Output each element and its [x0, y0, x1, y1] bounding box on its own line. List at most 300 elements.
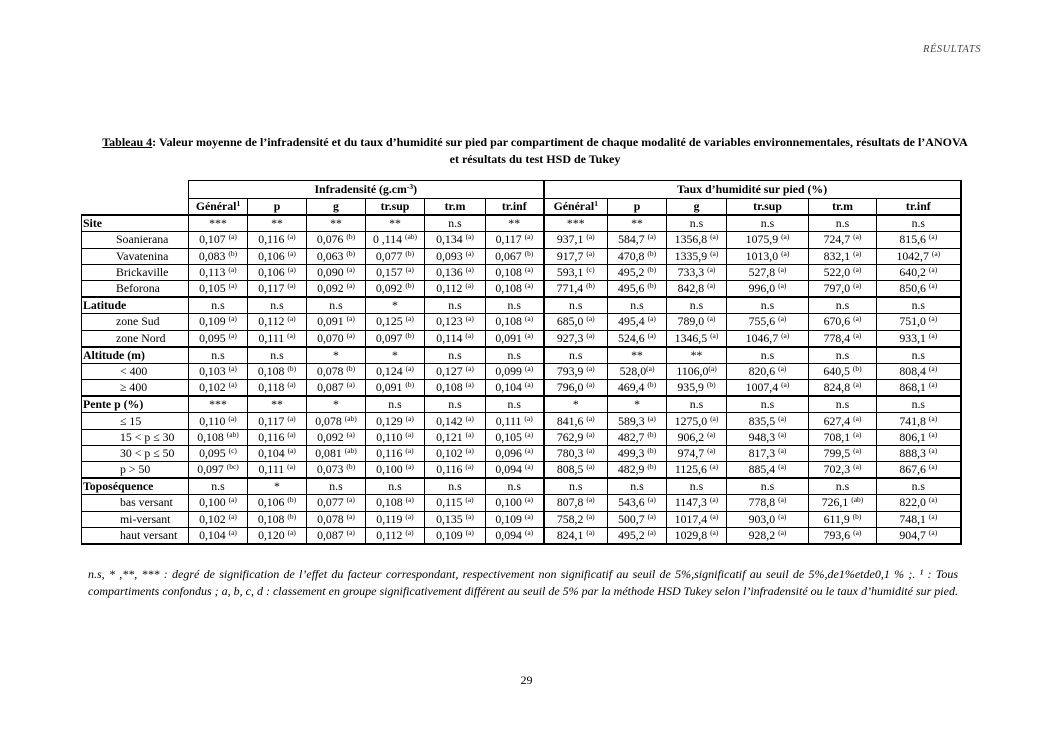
table-cell: 0,157 $^{(a)}$: [366, 264, 425, 280]
table-cell: 1335,9 $^{(a)}$: [667, 248, 727, 264]
table-cell: 841,6 $^{(a)}$: [544, 413, 608, 429]
table-group-row: [82, 297, 961, 314]
table-cell: ***: [189, 215, 248, 232]
table-cell: 996,0 $^{(a)}$: [727, 280, 809, 297]
table-cell: 589,3 $^{(a)}$: [608, 413, 667, 429]
table-cell: 824,1 $^{(a)}$: [544, 527, 608, 544]
table-cell: n.s: [248, 347, 307, 364]
row-label: Vavatenina: [82, 248, 189, 264]
table-cell: 0,115 $^{(a)}$: [425, 495, 486, 511]
table-cell: 780,3 $^{(a)}$: [544, 445, 608, 461]
table-cell: 0,124 $^{(a)}$: [366, 363, 425, 379]
table-cell: 937,1 $^{(a)}$: [544, 232, 608, 248]
table-row: [82, 248, 961, 264]
table-cell: n.s: [877, 396, 961, 413]
table-cell: 0,102 $^{(a)}$: [425, 445, 486, 461]
table-row: [82, 264, 961, 280]
table-cell: 685,0 $^{(a)}$: [544, 314, 608, 330]
table-cell: 0,136 $^{(a)}$: [425, 264, 486, 280]
table-cell: 771,4 $^{(b)}$: [544, 280, 608, 297]
table-cell: 495,2 $^{(a)}$: [608, 527, 667, 544]
column-header: Général$^1$: [189, 199, 248, 216]
column-header: tr.m: [425, 199, 486, 216]
table-cell: **: [608, 347, 667, 364]
table-row: [82, 495, 961, 511]
table-cell: 528,0$^{(a)}$: [608, 363, 667, 379]
table-cell: n.s: [486, 347, 544, 364]
table-cell: 0,094 $^{(a)}$: [486, 462, 544, 479]
table-cell: **: [248, 215, 307, 232]
table-cell: 0,081 $^{(ab)}$: [307, 445, 366, 461]
table-row: [82, 330, 961, 347]
table-cell: 0,110 $^{(a)}$: [189, 413, 248, 429]
table-cell: 0,108 $^{(a)}$: [486, 314, 544, 330]
table-row: [82, 429, 961, 445]
table-cell: 1147,3 $^{(a)}$: [667, 495, 727, 511]
table-cell: 0,106 $^{(a)}$: [248, 248, 307, 264]
row-label: Latitude: [82, 297, 189, 314]
table-cell: n.s: [809, 347, 877, 364]
table-cell: 0,105 $^{(a)}$: [486, 429, 544, 445]
table-cell: 0 ,114 $^{(ab)}$: [366, 232, 425, 248]
table-cell: 0,067 $^{(b)}$: [486, 248, 544, 264]
table-cell: 0,077 $^{(b)}$: [366, 248, 425, 264]
table-cell: 0,091 $^{(a)}$: [307, 314, 366, 330]
corner-cell: [82, 181, 189, 199]
column-header: tr.inf: [877, 199, 961, 216]
table-cell: 495,6 $^{(b)}$: [608, 280, 667, 297]
table-cell: *: [366, 297, 425, 314]
table-cell: 0,096 $^{(a)}$: [486, 445, 544, 461]
table-cell: n.s: [486, 478, 544, 495]
table-cell: *: [608, 396, 667, 413]
row-label: < 400: [82, 363, 189, 379]
table-cell: 0,108 $^{(a)}$: [425, 380, 486, 397]
table-cell: 778,4 $^{(a)}$: [809, 330, 877, 347]
table-cell: 933,1 $^{(a)}$: [877, 330, 961, 347]
table-cell: n.s: [425, 396, 486, 413]
table-cell: 0,095 $^{(a)}$: [189, 330, 248, 347]
table-cell: n.s: [727, 215, 809, 232]
table-group-row: [82, 396, 961, 413]
table-cell: 0,108 $^{(b)}$: [248, 363, 307, 379]
table-cell: 755,6 $^{(a)}$: [727, 314, 809, 330]
table-cell: 0,087 $^{(a)}$: [307, 527, 366, 544]
table-cell: n.s: [189, 347, 248, 364]
table-cell: n.s: [544, 347, 608, 364]
group-header-humidite: Taux d’humidité sur pied (%): [544, 181, 961, 199]
row-label-blank: [82, 199, 189, 216]
table-cell: 806,1 $^{(a)}$: [877, 429, 961, 445]
row-label: zone Nord: [82, 330, 189, 347]
table-cell: 0,112 $^{(a)}$: [248, 314, 307, 330]
table-cell: 0,116 $^{(a)}$: [248, 232, 307, 248]
table-cell: n.s: [189, 297, 248, 314]
table-cell: n.s: [809, 478, 877, 495]
row-label: Pente p (%): [82, 396, 189, 413]
table-cell: 0,091 $^{(b)}$: [366, 380, 425, 397]
table-cell: n.s: [809, 297, 877, 314]
table-cell: 0,116 $^{(a)}$: [366, 445, 425, 461]
running-header: RÉSULTATS: [923, 44, 981, 55]
row-label: ≤ 15: [82, 413, 189, 429]
table-cell: 0,114 $^{(a)}$: [425, 330, 486, 347]
table-cell: *: [307, 396, 366, 413]
table-cell: 0,078 $^{(a)}$: [307, 511, 366, 527]
table-cell: **: [667, 347, 727, 364]
table-cell: 762,9 $^{(a)}$: [544, 429, 608, 445]
table-cell: n.s: [425, 478, 486, 495]
table-cell: 0,087 $^{(a)}$: [307, 380, 366, 397]
table-cell: 0,108 $^{(a)}$: [366, 495, 425, 511]
table-cell: 820,6 $^{(a)}$: [727, 363, 809, 379]
table-cell: **: [486, 215, 544, 232]
table-row: [82, 280, 961, 297]
row-label: p > 50: [82, 462, 189, 479]
table-cell: 0,105 $^{(a)}$: [189, 280, 248, 297]
table-cell: 850,6 $^{(a)}$: [877, 280, 961, 297]
column-header: g: [667, 199, 727, 216]
table-cell: 0,100 $^{(a)}$: [486, 495, 544, 511]
table-cell: 0,112 $^{(a)}$: [425, 280, 486, 297]
table-cell: n.s: [608, 478, 667, 495]
table-cell: 1013,0 $^{(a)}$: [727, 248, 809, 264]
table-cell: 500,7 $^{(a)}$: [608, 511, 667, 527]
table-cell: 0,116 $^{(a)}$: [248, 429, 307, 445]
table-cell: 0,127 $^{(a)}$: [425, 363, 486, 379]
table-cell: 627,4 $^{(a)}$: [809, 413, 877, 429]
table-cell: ***: [189, 396, 248, 413]
table-cell: 903,0 $^{(a)}$: [727, 511, 809, 527]
table-cell: n.s: [727, 478, 809, 495]
table-cell: n.s: [486, 396, 544, 413]
table-cell: 0,076 $^{(b)}$: [307, 232, 366, 248]
table-cell: 888,3 $^{(a)}$: [877, 445, 961, 461]
row-label: haut versant: [82, 527, 189, 544]
table-cell: 0,123 $^{(a)}$: [425, 314, 486, 330]
table-cell: n.s: [608, 297, 667, 314]
table-cell: 917,7 $^{(a)}$: [544, 248, 608, 264]
table-cell: 0,106 $^{(b)}$: [248, 495, 307, 511]
table-cell: 0,104 $^{(a)}$: [486, 380, 544, 397]
table-cell: 835,5 $^{(a)}$: [727, 413, 809, 429]
table-cell: 0,118 $^{(a)}$: [248, 380, 307, 397]
table-cell: 543,6 $^{(a)}$: [608, 495, 667, 511]
table-cell: 808,5 $^{(a)}$: [544, 462, 608, 479]
table-cell: *: [366, 347, 425, 364]
table-cell: **: [307, 215, 366, 232]
table-cell: 1346,5 $^{(a)}$: [667, 330, 727, 347]
table-row: [82, 462, 961, 479]
table-cell: 1042,7 $^{(a)}$: [877, 248, 961, 264]
table-cell: 0,103 $^{(a)}$: [189, 363, 248, 379]
row-label: zone Sud: [82, 314, 189, 330]
row-label: Brickaville: [82, 264, 189, 280]
table-cell: 906,2 $^{(a)}$: [667, 429, 727, 445]
table-cell: 1106,0$^{(a)}$: [667, 363, 727, 379]
table-cell: 885,4 $^{(a)}$: [727, 462, 809, 479]
table-cell: n.s: [809, 215, 877, 232]
table-cell: 1125,6 $^{(a)}$: [667, 462, 727, 479]
table-cell: 0,107 $^{(a)}$: [189, 232, 248, 248]
table-cell: 817,3 $^{(a)}$: [727, 445, 809, 461]
table-cell: 499,3 $^{(b)}$: [608, 445, 667, 461]
column-header: tr.m: [809, 199, 877, 216]
table-cell: 640,2 $^{(a)}$: [877, 264, 961, 280]
table-cell: **: [608, 215, 667, 232]
table-cell: 0,108 $^{(b)}$: [248, 511, 307, 527]
table-cell: n.s: [544, 478, 608, 495]
table-cell: 0,117 $^{(a)}$: [248, 280, 307, 297]
table-cell: 670,6 $^{(a)}$: [809, 314, 877, 330]
group-header-infradensite: Infradensité $(g.cm^{-3})$: [189, 181, 544, 199]
table-cell: 0,108 $^{(a)}$: [486, 264, 544, 280]
table-cell: 0,121 $^{(a)}$: [425, 429, 486, 445]
column-header: tr.sup: [366, 199, 425, 216]
table-cell: 1275,0 $^{(a)}$: [667, 413, 727, 429]
table-cell: 0,104 $^{(a)}$: [189, 527, 248, 544]
table-cell: 1075,9 $^{(a)}$: [727, 232, 809, 248]
table-cell: 1017,4 $^{(a)}$: [667, 511, 727, 527]
table-cell: 741,8 $^{(a)}$: [877, 413, 961, 429]
table-cell: n.s: [667, 478, 727, 495]
row-label: Altitude (m): [82, 347, 189, 364]
table-cell: n.s: [877, 215, 961, 232]
table-cell: **: [248, 396, 307, 413]
table-cell: 928,2 $^{(a)}$: [727, 527, 809, 544]
table-cell: 0,120 $^{(a)}$: [248, 527, 307, 544]
column-header: tr.inf: [486, 199, 544, 216]
table-cell: 0,093 $^{(a)}$: [425, 248, 486, 264]
table-row: [82, 380, 961, 397]
table-cell: 793,6 $^{(a)}$: [809, 527, 877, 544]
table-cell: 524,6 $^{(a)}$: [608, 330, 667, 347]
table-cell: 0,078 $^{(ab)}$: [307, 413, 366, 429]
table-cell: 974,7 $^{(a)}$: [667, 445, 727, 461]
table-cell: n.s: [425, 347, 486, 364]
table-cell: n.s: [248, 297, 307, 314]
results-table: [81, 180, 962, 545]
table-cell: 482,7 $^{(b)}$: [608, 429, 667, 445]
table-cell: 815,6 $^{(a)}$: [877, 232, 961, 248]
table-cell: 842,8 $^{(a)}$: [667, 280, 727, 297]
row-label: 15 < p ≤ 30: [82, 429, 189, 445]
table-cell: 0,073 $^{(b)}$: [307, 462, 366, 479]
table-cell: 470,8 $^{(b)}$: [608, 248, 667, 264]
table-row: [82, 363, 961, 379]
table-cell: n.s: [877, 478, 961, 495]
table-cell: 0,070 $^{(a)}$: [307, 330, 366, 347]
table-caption-text: : Valeur moyenne de l’infradensité et du taux d’humidité sur pied par compartiment de chaque modalité de variables environnementales, résultats de l’ANOVA et résultats du test HSD de Tukey: [152, 135, 968, 166]
table-cell: 0,083 $^{(b)}$: [189, 248, 248, 264]
table-cell: 1356,8 $^{(a)}$: [667, 232, 727, 248]
table-row: [82, 232, 961, 248]
table-cell: 935,9 $^{(b)}$: [667, 380, 727, 397]
table-cell: 0,102 $^{(a)}$: [189, 511, 248, 527]
table-cell: 640,5 $^{(b)}$: [809, 363, 877, 379]
table-cell: *: [544, 396, 608, 413]
table-cell: n.s: [366, 478, 425, 495]
table-cell: 832,1 $^{(a)}$: [809, 248, 877, 264]
column-header: tr.sup: [727, 199, 809, 216]
table-cell: n.s: [486, 297, 544, 314]
table-cell: 0,092 $^{(a)}$: [307, 280, 366, 297]
table-cell: 0,090 $^{(a)}$: [307, 264, 366, 280]
table-cell: 948,3 $^{(a)}$: [727, 429, 809, 445]
table-cell: 0,113 $^{(a)}$: [189, 264, 248, 280]
table-cell: 733,3 $^{(a)}$: [667, 264, 727, 280]
table-cell: 867,6 $^{(a)}$: [877, 462, 961, 479]
row-label: Soanierana: [82, 232, 189, 248]
table-cell: 797,0 $^{(a)}$: [809, 280, 877, 297]
table-cell: 807,8 $^{(a)}$: [544, 495, 608, 511]
table-cell: 0,091 $^{(a)}$: [486, 330, 544, 347]
table-cell: 0,100 $^{(a)}$: [189, 495, 248, 511]
table-cell: 495,2 $^{(b)}$: [608, 264, 667, 280]
table-cell: n.s: [877, 347, 961, 364]
table-cell: 708,1 $^{(a)}$: [809, 429, 877, 445]
table-cell: 726,1 $^{(ab)}$: [809, 495, 877, 511]
table-cell: 0,110 $^{(a)}$: [366, 429, 425, 445]
table-cell: 778,8 $^{(a)}$: [727, 495, 809, 511]
table-cell: n.s: [307, 478, 366, 495]
table-cell: 822,0 $^{(a)}$: [877, 495, 961, 511]
table-cell: 0,102 $^{(a)}$: [189, 380, 248, 397]
table-cell: *: [307, 347, 366, 364]
table-cell: ***: [544, 215, 608, 232]
table-footnote: n.s, * ,**, *** : degré de signification de l’effet du facteur correspondant, respectivement non significatif au seuil de 5%,significatif au seuil de 5%,de1%etde0,1 % ;. ¹ : Tous compartiments confondus ; a, b, c, d : classement en groupe significativement différent au seuil de 5% par la méthode HSD Tukey selon l’infradensité ou le taux d’humidité sur pied.: [88, 567, 958, 598]
table-cell: 0,097 $^{(bc)}$: [189, 462, 248, 479]
table-cell: 0,135 $^{(a)}$: [425, 511, 486, 527]
table-caption: [100, 134, 970, 168]
column-header: g: [307, 199, 366, 216]
table-cell: n.s: [544, 297, 608, 314]
table-cell: 0,116 $^{(a)}$: [425, 462, 486, 479]
table-cell: 0,094 $^{(a)}$: [486, 527, 544, 544]
table-cell: n.s: [667, 215, 727, 232]
table-cell: 904,7 $^{(a)}$: [877, 527, 961, 544]
table-row: [82, 445, 961, 461]
column-header: Général$^1$: [544, 199, 608, 216]
table-cell: n.s: [307, 297, 366, 314]
row-label: mi-versant: [82, 511, 189, 527]
table-cell: 0,111 $^{(a)}$: [248, 462, 307, 479]
page-number: 29: [520, 673, 533, 687]
table-cell: 522,0 $^{(a)}$: [809, 264, 877, 280]
column-header: p: [248, 199, 307, 216]
table-cell: 0,097 $^{(b)}$: [366, 330, 425, 347]
table-cell: n.s: [425, 297, 486, 314]
table-cell: 1007,4 $^{(a)}$: [727, 380, 809, 397]
row-label: Toposéquence: [82, 478, 189, 495]
table-cell: 0,109 $^{(a)}$: [189, 314, 248, 330]
row-label: ≥ 400: [82, 380, 189, 397]
table-cell: n.s: [727, 396, 809, 413]
table-cell: 748,1 $^{(a)}$: [877, 511, 961, 527]
column-header: p: [608, 199, 667, 216]
table-cell: 0,092 $^{(b)}$: [366, 280, 425, 297]
table-cell: 0,078 $^{(b)}$: [307, 363, 366, 379]
table-cell: 584,7 $^{(a)}$: [608, 232, 667, 248]
table-cell: 482,9 $^{(b)}$: [608, 462, 667, 479]
table-cell: 527,8 $^{(a)}$: [727, 264, 809, 280]
table-cell: 0,104 $^{(a)}$: [248, 445, 307, 461]
table-cell: 495,4 $^{(a)}$: [608, 314, 667, 330]
table-cell: **: [366, 215, 425, 232]
table-row: [82, 527, 961, 544]
table-cell: 0,134 $^{(a)}$: [425, 232, 486, 248]
table-cell: 796,0 $^{(a)}$: [544, 380, 608, 397]
table-cell: 702,3 $^{(a)}$: [809, 462, 877, 479]
table-group-row: [82, 215, 961, 232]
table-cell: 0,108 $^{(ab)}$: [189, 429, 248, 445]
table-cell: 0,119 $^{(a)}$: [366, 511, 425, 527]
table-group-row: [82, 347, 961, 364]
table-cell: 724,7 $^{(a)}$: [809, 232, 877, 248]
table-cell: 0,125 $^{(a)}$: [366, 314, 425, 330]
table-cell: n.s: [727, 297, 809, 314]
table-cell: 0,117 $^{(a)}$: [248, 413, 307, 429]
row-label: bas versant: [82, 495, 189, 511]
table-cell: n.s: [667, 297, 727, 314]
table-cell: 0,100 $^{(a)}$: [366, 462, 425, 479]
table-cell: 799,5 $^{(a)}$: [809, 445, 877, 461]
table-cell: 789,0 $^{(a)}$: [667, 314, 727, 330]
table-cell: 0,111 $^{(a)}$: [486, 413, 544, 429]
table-cell: 0,117 $^{(a)}$: [486, 232, 544, 248]
table-row: [82, 511, 961, 527]
table-cell: *: [248, 478, 307, 495]
table-cell: 593,1 $^{(c)}$: [544, 264, 608, 280]
row-label: Site: [82, 215, 189, 232]
table-cell: n.s: [425, 215, 486, 232]
table-cell: 0,109 $^{(a)}$: [425, 527, 486, 544]
row-label: Beforona: [82, 280, 189, 297]
table-cell: 611,9 $^{(b)}$: [809, 511, 877, 527]
table-cell: 0,112 $^{(a)}$: [366, 527, 425, 544]
table-cell: 0,109 $^{(a)}$: [486, 511, 544, 527]
table-cell: n.s: [727, 347, 809, 364]
table-cell: 751,0 $^{(a)}$: [877, 314, 961, 330]
table-cell: 868,1 $^{(a)}$: [877, 380, 961, 397]
table-cell: 1046,7 $^{(a)}$: [727, 330, 809, 347]
table-cell: 808,4 $^{(a)}$: [877, 363, 961, 379]
table-caption-label: Tableau 4: [102, 135, 153, 149]
table-cell: 0,108 $^{(a)}$: [486, 280, 544, 297]
table-cell: 0,092 $^{(a)}$: [307, 429, 366, 445]
table-cell: n.s: [189, 478, 248, 495]
table-cell: n.s: [667, 396, 727, 413]
row-label: 30 < p ≤ 50: [82, 445, 189, 461]
table-cell: 0,077 $^{(a)}$: [307, 495, 366, 511]
table-cell: 927,3 $^{(a)}$: [544, 330, 608, 347]
table-cell: n.s: [366, 396, 425, 413]
table-cell: 0,129 $^{(a)}$: [366, 413, 425, 429]
table-cell: 0,106 $^{(a)}$: [248, 264, 307, 280]
table-cell: 758,2 $^{(a)}$: [544, 511, 608, 527]
table-cell: 824,8 $^{(a)}$: [809, 380, 877, 397]
table-cell: n.s: [877, 297, 961, 314]
table-cell: 0,063 $^{(b)}$: [307, 248, 366, 264]
table-cell: 0,095 $^{(c)}$: [189, 445, 248, 461]
table-cell: 0,111 $^{(a)}$: [248, 330, 307, 347]
table-cell: 469,4 $^{(b)}$: [608, 380, 667, 397]
table-cell: 793,9 $^{(a)}$: [544, 363, 608, 379]
table-row: [82, 314, 961, 330]
table-cell: 0,142 $^{(a)}$: [425, 413, 486, 429]
table-row: [82, 413, 961, 429]
table-cell: 0,099 $^{(a)}$: [486, 363, 544, 379]
